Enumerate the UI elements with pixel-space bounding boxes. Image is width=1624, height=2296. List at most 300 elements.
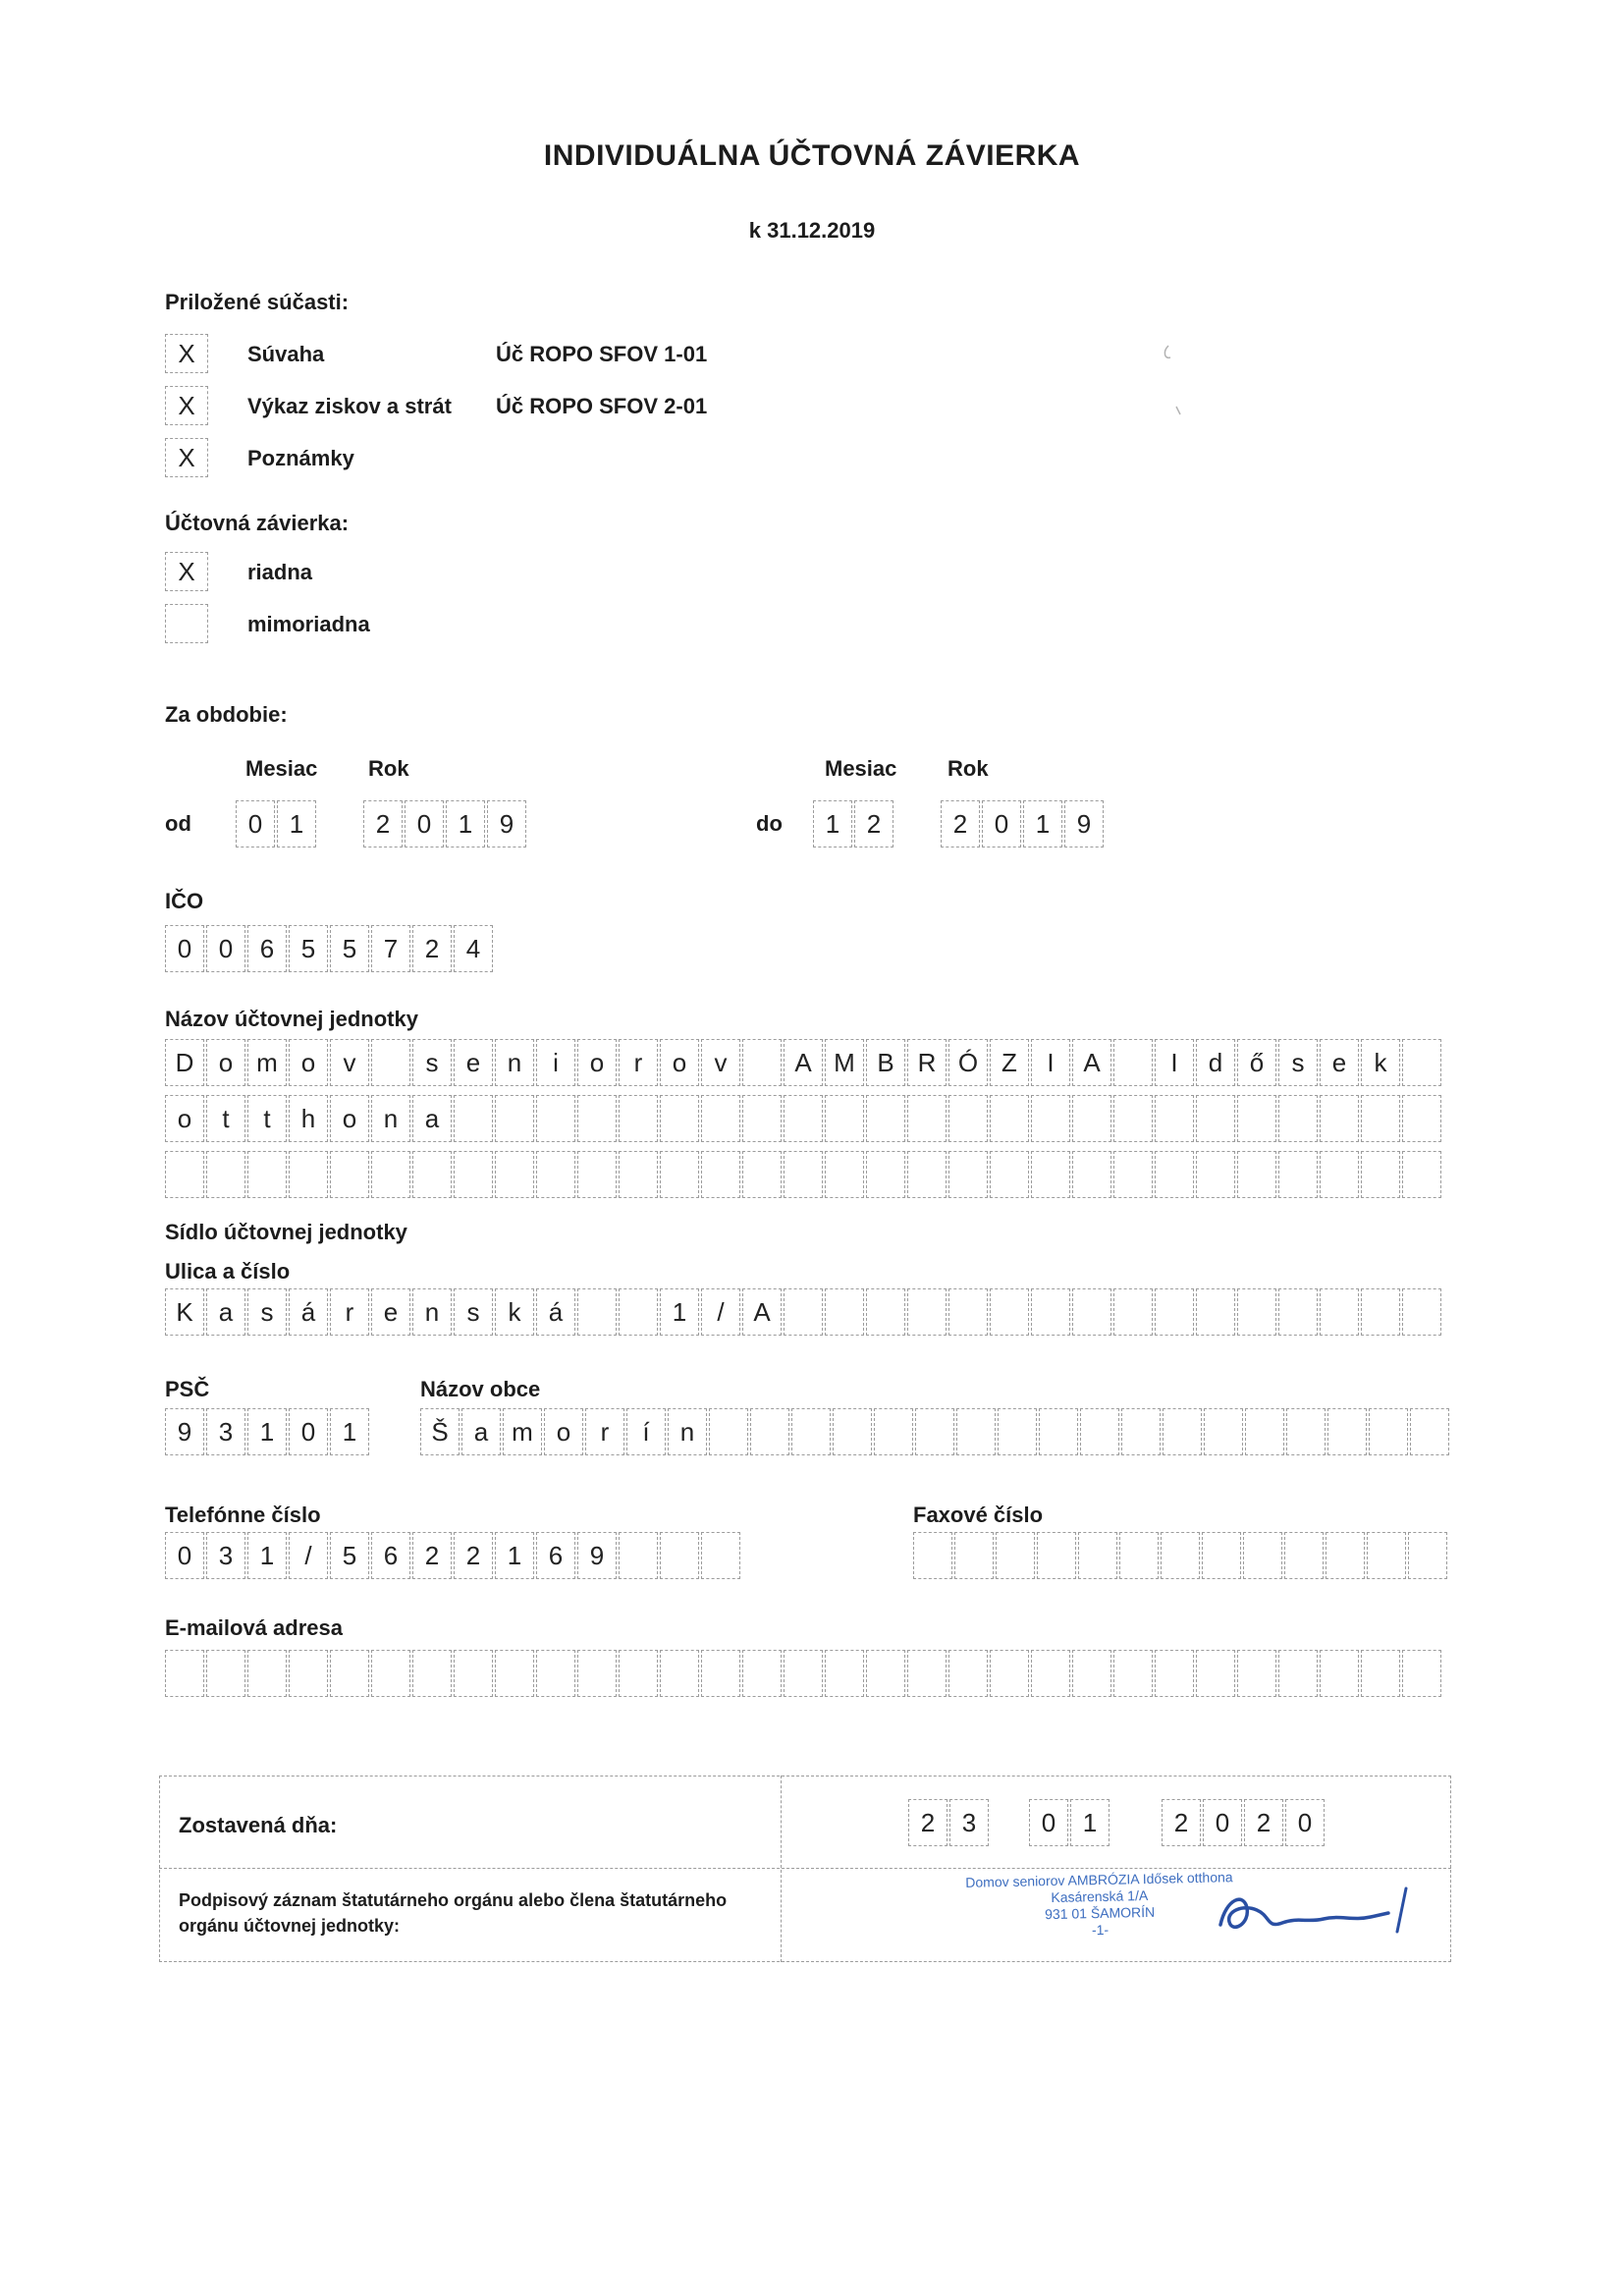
char-cell	[371, 1650, 410, 1697]
checkbox-poznamky	[165, 438, 208, 477]
attachment-label-poznamky: Poznámky	[247, 446, 354, 470]
attachment-code-suvaha: Úč ROPO SFOV 1-01	[496, 342, 708, 366]
char-cell	[1039, 1408, 1078, 1455]
compiled-year-grid	[1162, 1799, 1325, 1846]
char-cell	[1278, 1288, 1318, 1336]
char-cell: 3	[206, 1532, 245, 1579]
char-cell	[1369, 1408, 1408, 1455]
stamp-line: Domov seniorov AMBRÓZIA Idősek otthona	[965, 1869, 1233, 1890]
char-cell	[1072, 1288, 1111, 1336]
char-cell	[866, 1288, 905, 1336]
char-cell: n	[668, 1408, 707, 1455]
char-cell: r	[585, 1408, 624, 1455]
char-cell	[289, 1151, 328, 1198]
char-cell	[495, 1650, 534, 1697]
street-label: Ulica a číslo	[165, 1259, 291, 1284]
psc-label: PSČ	[165, 1377, 210, 1401]
period-from-label: od	[165, 811, 191, 836]
char-cell	[619, 1650, 658, 1697]
char-cell	[289, 1650, 328, 1697]
checkbox-vykaz	[165, 386, 208, 425]
char-cell	[1113, 1039, 1153, 1086]
char-cell	[1113, 1151, 1153, 1198]
char-cell	[619, 1532, 658, 1579]
char-cell	[1202, 1532, 1241, 1579]
char-cell: /	[701, 1288, 740, 1336]
town-grid	[420, 1408, 1449, 1455]
char-cell: 2	[363, 800, 403, 847]
form-subtitle-date: k 31.12.2019	[748, 218, 876, 243]
char-cell	[1361, 1288, 1400, 1336]
char-cell	[577, 1095, 617, 1142]
char-cell	[1072, 1151, 1111, 1198]
char-cell	[907, 1650, 947, 1697]
char-cell	[1196, 1288, 1235, 1336]
char-cell: 2	[1244, 1799, 1283, 1846]
char-cell	[660, 1650, 699, 1697]
char-cell	[1278, 1650, 1318, 1697]
char-cell	[742, 1039, 782, 1086]
char-cell	[1196, 1151, 1235, 1198]
char-cell: e	[371, 1288, 410, 1336]
char-cell	[1410, 1408, 1449, 1455]
char-cell: 9	[1064, 800, 1104, 847]
char-cell: A	[784, 1039, 823, 1086]
period-heading: Za obdobie:	[165, 702, 288, 727]
char-cell: a	[412, 1095, 452, 1142]
char-cell: A	[742, 1288, 782, 1336]
char-cell: 5	[330, 1532, 369, 1579]
char-cell	[1402, 1151, 1441, 1198]
entity-name-grid-row-3	[165, 1151, 1441, 1198]
char-cell: 2	[941, 800, 980, 847]
char-cell	[495, 1151, 534, 1198]
period-year-header-from: Rok	[368, 756, 409, 781]
email-grid	[165, 1650, 1441, 1697]
char-cell	[1361, 1650, 1400, 1697]
char-cell: /	[289, 1532, 328, 1579]
char-cell: 1	[247, 1532, 287, 1579]
char-cell: 1	[277, 800, 316, 847]
char-cell	[1361, 1151, 1400, 1198]
char-cell	[709, 1408, 748, 1455]
checkbox-suvaha	[165, 334, 208, 373]
fax-grid	[913, 1532, 1447, 1579]
scan-artifact	[1157, 342, 1186, 420]
char-cell	[1326, 1532, 1365, 1579]
town-label: Názov obce	[420, 1377, 541, 1401]
signature-box-vertical-divider	[781, 1776, 782, 1962]
char-cell	[577, 1151, 617, 1198]
char-cell: A	[1072, 1039, 1111, 1086]
char-cell: 1	[247, 1408, 287, 1455]
char-cell: s	[412, 1039, 452, 1086]
char-cell	[330, 1650, 369, 1697]
char-cell	[1320, 1095, 1359, 1142]
char-cell	[412, 1650, 452, 1697]
char-cell	[1204, 1408, 1243, 1455]
char-cell	[1072, 1650, 1111, 1697]
char-cell: n	[371, 1095, 410, 1142]
char-cell: M	[825, 1039, 864, 1086]
char-cell	[990, 1650, 1029, 1697]
period-year-header-to: Rok	[947, 756, 989, 781]
entity-name-grid-row-2	[165, 1095, 1441, 1142]
from-year-grid	[363, 800, 526, 847]
char-cell	[1237, 1650, 1276, 1697]
char-cell	[330, 1151, 369, 1198]
char-cell	[660, 1095, 699, 1142]
compiled-month-grid	[1029, 1799, 1110, 1846]
phone-label: Telefónne číslo	[165, 1503, 321, 1527]
char-cell	[913, 1532, 952, 1579]
char-cell	[948, 1151, 988, 1198]
stamp-line: Kasárenská 1/A	[1051, 1886, 1149, 1906]
char-cell	[1402, 1650, 1441, 1697]
char-cell: 3	[949, 1799, 989, 1846]
char-cell	[1121, 1408, 1161, 1455]
char-cell: d	[1196, 1039, 1235, 1086]
closing-label-riadna: riadna	[247, 560, 313, 584]
char-cell: 0	[289, 1408, 328, 1455]
char-cell	[742, 1095, 782, 1142]
char-cell: o	[660, 1039, 699, 1086]
char-cell	[990, 1095, 1029, 1142]
char-cell	[1286, 1408, 1326, 1455]
char-cell: 9	[577, 1532, 617, 1579]
char-cell: 6	[247, 925, 287, 972]
char-cell	[1245, 1408, 1284, 1455]
char-cell	[1078, 1532, 1117, 1579]
char-cell	[454, 1151, 493, 1198]
char-cell: 1	[495, 1532, 534, 1579]
email-label: E-mailová adresa	[165, 1615, 343, 1640]
char-cell	[1196, 1095, 1235, 1142]
char-cell	[1284, 1532, 1324, 1579]
char-cell: 2	[1162, 1799, 1201, 1846]
char-cell	[907, 1288, 947, 1336]
char-cell	[1278, 1095, 1318, 1142]
char-cell	[1037, 1532, 1076, 1579]
char-cell	[784, 1650, 823, 1697]
char-cell: 2	[454, 1532, 493, 1579]
char-cell	[660, 1532, 699, 1579]
char-cell	[915, 1408, 954, 1455]
char-cell	[701, 1650, 740, 1697]
checkbox-mark: X	[178, 338, 195, 368]
char-cell	[742, 1650, 782, 1697]
char-cell: Š	[420, 1408, 460, 1455]
char-cell	[619, 1095, 658, 1142]
char-cell	[371, 1151, 410, 1198]
char-cell	[1155, 1095, 1194, 1142]
char-cell	[701, 1095, 740, 1142]
char-cell	[1278, 1151, 1318, 1198]
char-cell: ő	[1237, 1039, 1276, 1086]
char-cell	[990, 1151, 1029, 1198]
checkbox-mark: X	[178, 390, 195, 420]
char-cell: o	[165, 1095, 204, 1142]
period-month-header-from: Mesiac	[245, 756, 318, 781]
char-cell	[1119, 1532, 1159, 1579]
char-cell	[454, 1650, 493, 1697]
char-cell	[165, 1650, 204, 1697]
char-cell	[577, 1288, 617, 1336]
char-cell: 1	[813, 800, 852, 847]
closing-heading: Účtovná závierka:	[165, 511, 350, 535]
char-cell	[907, 1151, 947, 1198]
char-cell: Z	[990, 1039, 1029, 1086]
char-cell: 1	[660, 1288, 699, 1336]
char-cell: e	[1320, 1039, 1359, 1086]
char-cell: o	[330, 1095, 369, 1142]
char-cell: Ó	[948, 1039, 988, 1086]
attachments-heading: Priložené súčasti:	[165, 290, 350, 314]
char-cell	[1113, 1095, 1153, 1142]
char-cell	[1402, 1039, 1441, 1086]
char-cell	[784, 1288, 823, 1336]
checkbox-mark: X	[178, 556, 195, 586]
compiled-date-label: Zostavená dňa:	[179, 1813, 338, 1837]
address-heading: Sídlo účtovnej jednotky	[165, 1220, 407, 1244]
char-cell: K	[165, 1288, 204, 1336]
char-cell	[784, 1095, 823, 1142]
period-to-label: do	[756, 811, 783, 836]
char-cell: 1	[1070, 1799, 1110, 1846]
fax-label: Faxové číslo	[913, 1503, 1044, 1527]
char-cell	[1155, 1288, 1194, 1336]
char-cell: í	[626, 1408, 666, 1455]
char-cell	[1163, 1408, 1202, 1455]
char-cell: 0	[1285, 1799, 1325, 1846]
char-cell	[247, 1151, 287, 1198]
char-cell	[1243, 1532, 1282, 1579]
char-cell	[742, 1151, 782, 1198]
char-cell	[1072, 1095, 1111, 1142]
stamp-line: 931 01 ŠAMORÍN	[1044, 1903, 1156, 1923]
char-cell: t	[247, 1095, 287, 1142]
char-cell: 3	[206, 1408, 245, 1455]
char-cell	[206, 1151, 245, 1198]
from-month-grid	[236, 800, 316, 847]
char-cell	[247, 1650, 287, 1697]
char-cell: a	[206, 1288, 245, 1336]
checkbox-mimoriadna	[165, 604, 208, 643]
char-cell	[1031, 1288, 1070, 1336]
char-cell	[750, 1408, 789, 1455]
char-cell	[701, 1151, 740, 1198]
char-cell: h	[289, 1095, 328, 1142]
attachment-code-vykaz: Úč ROPO SFOV 2-01	[496, 394, 708, 418]
char-cell	[1196, 1650, 1235, 1697]
phone-grid	[165, 1532, 740, 1579]
stamp-line: -1-	[1091, 1921, 1110, 1939]
char-cell: t	[206, 1095, 245, 1142]
char-cell: r	[619, 1039, 658, 1086]
char-cell: s	[454, 1288, 493, 1336]
char-cell	[998, 1408, 1037, 1455]
char-cell	[1237, 1151, 1276, 1198]
char-cell: 0	[165, 925, 204, 972]
char-cell	[1155, 1151, 1194, 1198]
char-cell	[954, 1532, 994, 1579]
char-cell: 1	[330, 1408, 369, 1455]
char-cell: i	[536, 1039, 575, 1086]
char-cell	[1237, 1095, 1276, 1142]
char-cell	[1408, 1532, 1447, 1579]
attachment-label-suvaha: Súvaha	[247, 342, 325, 366]
char-cell	[996, 1532, 1035, 1579]
char-cell: 0	[1203, 1799, 1242, 1846]
char-cell	[948, 1095, 988, 1142]
char-cell	[825, 1288, 864, 1336]
char-cell: r	[330, 1288, 369, 1336]
char-cell	[577, 1650, 617, 1697]
char-cell	[825, 1151, 864, 1198]
char-cell: R	[907, 1039, 947, 1086]
char-cell	[619, 1151, 658, 1198]
char-cell	[701, 1532, 740, 1579]
char-cell	[1320, 1151, 1359, 1198]
char-cell: n	[412, 1288, 452, 1336]
char-cell	[1113, 1650, 1153, 1697]
char-cell	[536, 1095, 575, 1142]
char-cell: D	[165, 1039, 204, 1086]
char-cell: n	[495, 1039, 534, 1086]
char-cell: 2	[412, 925, 452, 972]
char-cell	[412, 1151, 452, 1198]
char-cell: 9	[487, 800, 526, 847]
char-cell: 2	[908, 1799, 947, 1846]
char-cell: 5	[330, 925, 369, 972]
char-cell: v	[330, 1039, 369, 1086]
signature-ink-icon	[1213, 1881, 1419, 1949]
char-cell: 0	[236, 800, 275, 847]
char-cell	[866, 1650, 905, 1697]
char-cell	[825, 1650, 864, 1697]
char-cell: 7	[371, 925, 410, 972]
char-cell: 2	[412, 1532, 452, 1579]
psc-grid	[165, 1408, 369, 1455]
char-cell: B	[866, 1039, 905, 1086]
char-cell	[874, 1408, 913, 1455]
compiled-day-grid	[908, 1799, 989, 1846]
char-cell	[619, 1288, 658, 1336]
char-cell: 1	[446, 800, 485, 847]
char-cell: o	[544, 1408, 583, 1455]
ico-label: IČO	[165, 889, 204, 913]
street-grid	[165, 1288, 1441, 1336]
char-cell: o	[289, 1039, 328, 1086]
char-cell	[1031, 1151, 1070, 1198]
char-cell: s	[1278, 1039, 1318, 1086]
char-cell	[948, 1288, 988, 1336]
char-cell	[454, 1095, 493, 1142]
char-cell: I	[1155, 1039, 1194, 1086]
char-cell	[866, 1095, 905, 1142]
char-cell: a	[461, 1408, 501, 1455]
char-cell	[1361, 1095, 1400, 1142]
char-cell	[1327, 1408, 1367, 1455]
char-cell: 1	[1023, 800, 1062, 847]
char-cell	[948, 1650, 988, 1697]
char-cell	[907, 1095, 947, 1142]
period-month-header-to: Mesiac	[825, 756, 897, 781]
char-cell: 6	[536, 1532, 575, 1579]
char-cell	[1320, 1650, 1359, 1697]
char-cell	[791, 1408, 831, 1455]
char-cell: 0	[206, 925, 245, 972]
char-cell	[1237, 1288, 1276, 1336]
char-cell: 0	[982, 800, 1021, 847]
to-month-grid	[813, 800, 893, 847]
scan-artifact-icon	[1157, 342, 1186, 420]
char-cell	[825, 1095, 864, 1142]
char-cell	[660, 1151, 699, 1198]
char-cell: 6	[371, 1532, 410, 1579]
char-cell	[1161, 1532, 1200, 1579]
char-cell	[866, 1151, 905, 1198]
char-cell	[956, 1408, 996, 1455]
char-cell: m	[247, 1039, 287, 1086]
char-cell	[1080, 1408, 1119, 1455]
ico-grid	[165, 925, 493, 972]
char-cell	[206, 1650, 245, 1697]
checkbox-mark: X	[178, 442, 195, 472]
char-cell: 0	[1029, 1799, 1068, 1846]
char-cell	[990, 1288, 1029, 1336]
char-cell: o	[577, 1039, 617, 1086]
handwritten-signature	[1213, 1881, 1419, 1949]
char-cell	[165, 1151, 204, 1198]
char-cell	[536, 1151, 575, 1198]
char-cell	[1155, 1650, 1194, 1697]
char-cell	[784, 1151, 823, 1198]
char-cell: á	[536, 1288, 575, 1336]
char-cell	[536, 1650, 575, 1697]
char-cell	[1367, 1532, 1406, 1579]
char-cell	[1031, 1650, 1070, 1697]
entity-name-label: Názov účtovnej jednotky	[165, 1007, 418, 1031]
char-cell: 0	[405, 800, 444, 847]
char-cell	[1402, 1288, 1441, 1336]
char-cell: 4	[454, 925, 493, 972]
char-cell: I	[1031, 1039, 1070, 1086]
char-cell: e	[454, 1039, 493, 1086]
char-cell	[1113, 1288, 1153, 1336]
char-cell	[1320, 1288, 1359, 1336]
char-cell: 2	[854, 800, 893, 847]
char-cell: 9	[165, 1408, 204, 1455]
attachment-label-vykaz: Výkaz ziskov a strát	[247, 394, 452, 418]
closing-label-mimoriadna: mimoriadna	[247, 612, 370, 636]
signatory-statement-label: Podpisový záznam štatutárneho orgánu alebo člena štatutárneho orgánu účtovnej jednotky:	[179, 1890, 728, 1936]
char-cell: 5	[289, 925, 328, 972]
char-cell: 0	[165, 1532, 204, 1579]
char-cell: k	[495, 1288, 534, 1336]
char-cell: á	[289, 1288, 328, 1336]
char-cell	[1031, 1095, 1070, 1142]
char-cell	[1402, 1095, 1441, 1142]
to-year-grid	[941, 800, 1104, 847]
char-cell: o	[206, 1039, 245, 1086]
char-cell: m	[503, 1408, 542, 1455]
char-cell	[833, 1408, 872, 1455]
form-title: INDIVIDUÁLNA ÚČTOVNÁ ZÁVIERKA	[543, 139, 1081, 172]
char-cell: k	[1361, 1039, 1400, 1086]
char-cell: s	[247, 1288, 287, 1336]
char-cell: v	[701, 1039, 740, 1086]
